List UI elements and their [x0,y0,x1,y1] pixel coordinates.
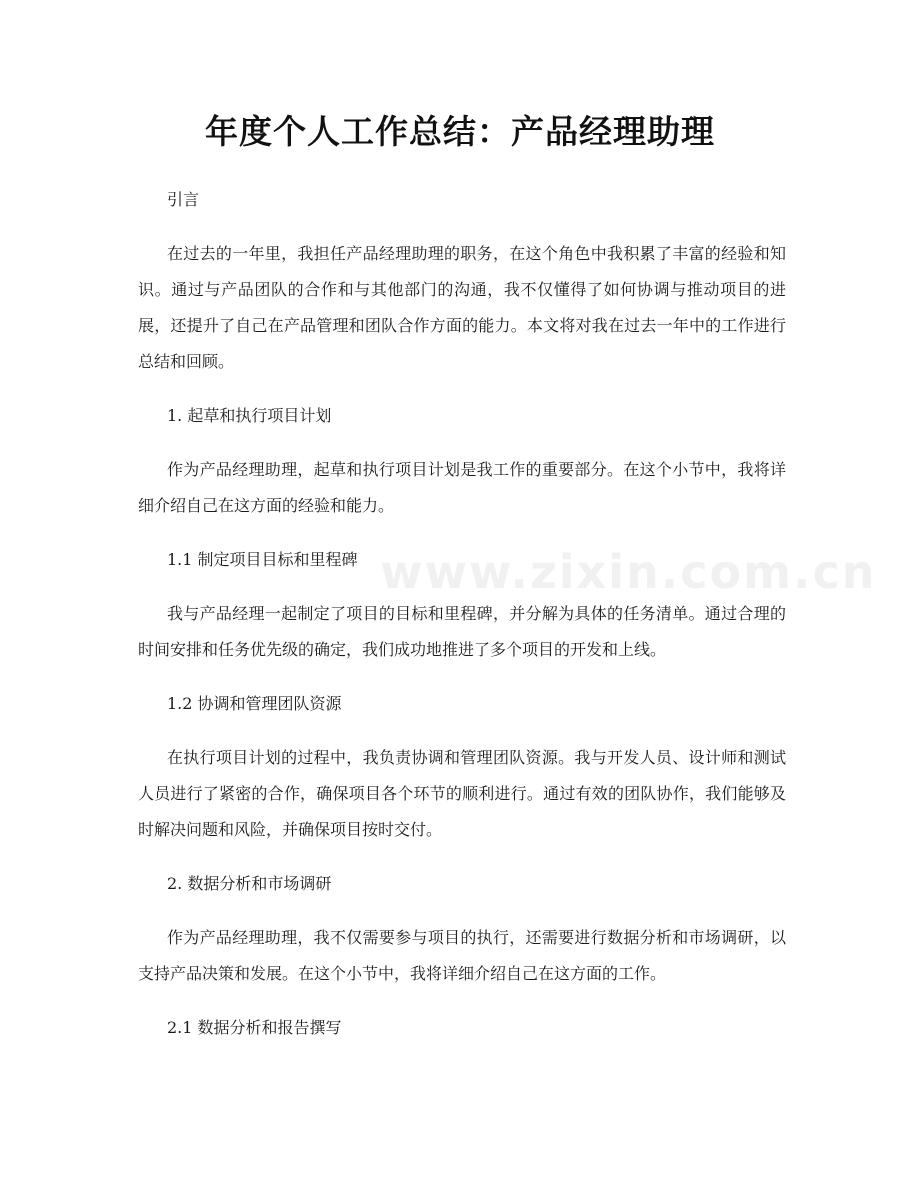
watermark: www.zixin.com.cn [380,545,877,599]
document-title: 年度个人工作总结：产品经理助理 [205,112,715,151]
section-heading-1-2: 1.2 协调和管理团队资源 [167,694,342,713]
paragraph-1-2: 在执行项目计划的过程中，我负责协调和管理团队资源。我与开发人员、设计师和测试人员进行了紧密的合作，确保项目各个环节的顺利进行。通过有效的团队协作，我们能够及时解决问题和风险，并确保项目按时交付。 [138,748,786,839]
section-heading-2: 2. 数据分析和市场调研 [167,874,332,893]
document-body [138,182,786,1046]
paragraph-intro: 在过去的一年里，我担任产品经理助理的职务，在这个角色中我积累了丰富的经验和知识。通过与产品团队的合作和与其他部门的沟通，我不仅懂得了如何协调与推动项目的进展，还提升了自己在产品管理和团队合作方面的能力。本文将对我在过去一年中的工作进行总结和回顾。 [138,244,786,371]
section-heading-1-1: 1.1 制定项目目标和里程碑 [167,550,358,569]
section-heading-1: 1. 起草和执行项目计划 [167,406,332,425]
section-heading-2-1: 2.1 数据分析和报告撰写 [167,1018,342,1037]
section-heading-intro: 引言 [167,190,200,209]
paragraph-2: 作为产品经理助理，我不仅需要参与项目的执行，还需要进行数据分析和市场调研，以支持产品决策和发展。在这个小节中，我将详细介绍自己在这方面的工作。 [138,928,786,983]
paragraph-1: 作为产品经理助理，起草和执行项目计划是我工作的重要部分。在这个小节中，我将详细介绍自己在这方面的经验和能力。 [138,460,786,515]
paragraph-1-1: 我与产品经理一起制定了项目的目标和里程碑，并分解为具体的任务清单。通过合理的时间安排和任务优先级的确定，我们成功地推进了多个项目的开发和上线。 [138,604,786,659]
